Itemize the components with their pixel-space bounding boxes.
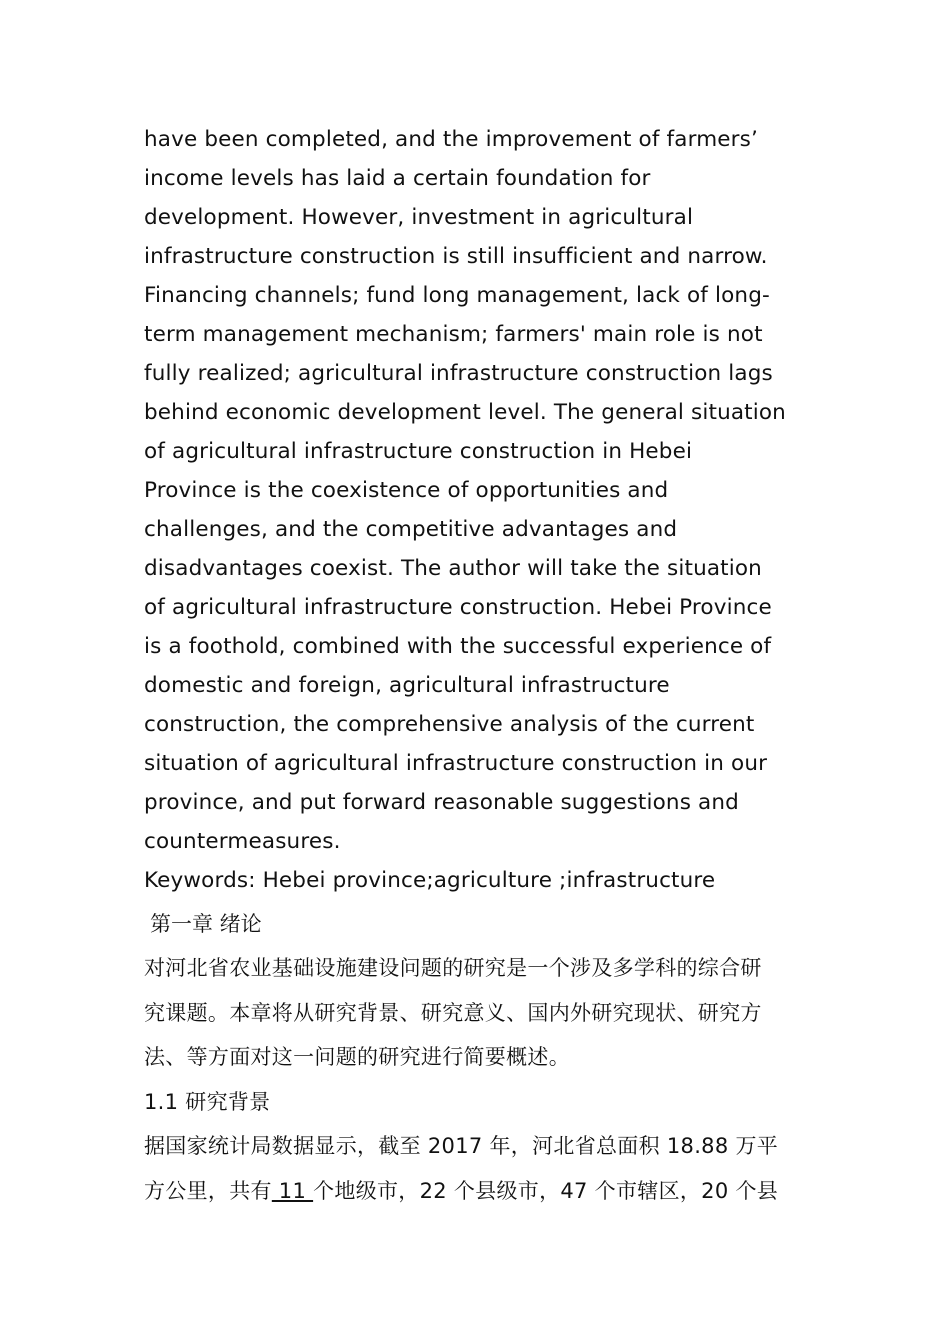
abstract-line: challenges, and the competitive advantages and <box>144 517 678 542</box>
abstract-line: disadvantages coexist. The author will take the situation <box>144 556 762 581</box>
abstract-line: Province is the coexistence of opportunities and <box>144 478 669 503</box>
abstract-line: Financing channels; fund long management, lack of long- <box>144 283 770 308</box>
background-text: 个地级市，22 个县级市，47 个市辖区，20 个县 <box>313 1178 779 1203</box>
abstract-line: situation of agricultural infrastructure construction in our <box>144 751 768 776</box>
chapter-intro-last-line <box>144 1035 824 1080</box>
abstract-line: domestic and foreign, agricultural infrastructure <box>144 673 670 698</box>
chapter-title: 第一章 绪论 <box>150 912 262 936</box>
abstract-line: infrastructure construction is still insufficient and narrow. <box>144 244 768 269</box>
abstract-line: income levels has laid a certain foundation for <box>144 166 651 191</box>
abstract-line: of agricultural infrastructure construction. Hebei Province <box>144 595 772 620</box>
chapter-one <box>144 902 824 1213</box>
chapter-intro-line: 究课题。本章将从研究背景、研究意义、国内外研究现状、研究方 <box>144 1000 762 1025</box>
background-line: 据国家统计局数据显示，截至 2017 年，河北省总面积 18.88 万平 <box>144 1134 779 1158</box>
city-count: 11 <box>271 1178 314 1203</box>
abstract-line: behind economic development level. The general situation <box>144 400 786 425</box>
abstract-line: term management mechanism; farmers' main role is not <box>144 322 763 347</box>
background-text: 方公里，共有 <box>144 1178 272 1203</box>
chapter-intro-line: 对河北省农业基础设施建设问题的研究是一个涉及多学科的综合研 <box>144 956 762 980</box>
abstract-line: development. However, investment in agricultural <box>144 205 694 230</box>
abstract-line: province, and put forward reasonable suggestions and <box>144 790 739 815</box>
abstract-line: of agricultural infrastructure construction in Hebei <box>144 439 693 464</box>
abstract-line: construction, the comprehensive analysis of the current <box>144 712 755 737</box>
chapter-intro-text: 法、等方面对这一问题的研究进行简要概述。 <box>144 1045 570 1069</box>
section-title: 1.1 研究背景 <box>144 1089 271 1114</box>
abstract-line: is a foothold, combined with the successful experience of <box>144 634 772 659</box>
abstract-line: countermeasures. <box>144 829 341 854</box>
english-abstract <box>144 120 824 900</box>
abstract-line: fully realized; agricultural infrastructure construction lags <box>144 361 773 386</box>
abstract-line: have been completed, and the improvement of farmers’ <box>144 127 758 152</box>
keywords-line: Keywords: Hebei province;agriculture ;infrastructure <box>144 868 716 893</box>
background-line <box>144 1169 824 1214</box>
